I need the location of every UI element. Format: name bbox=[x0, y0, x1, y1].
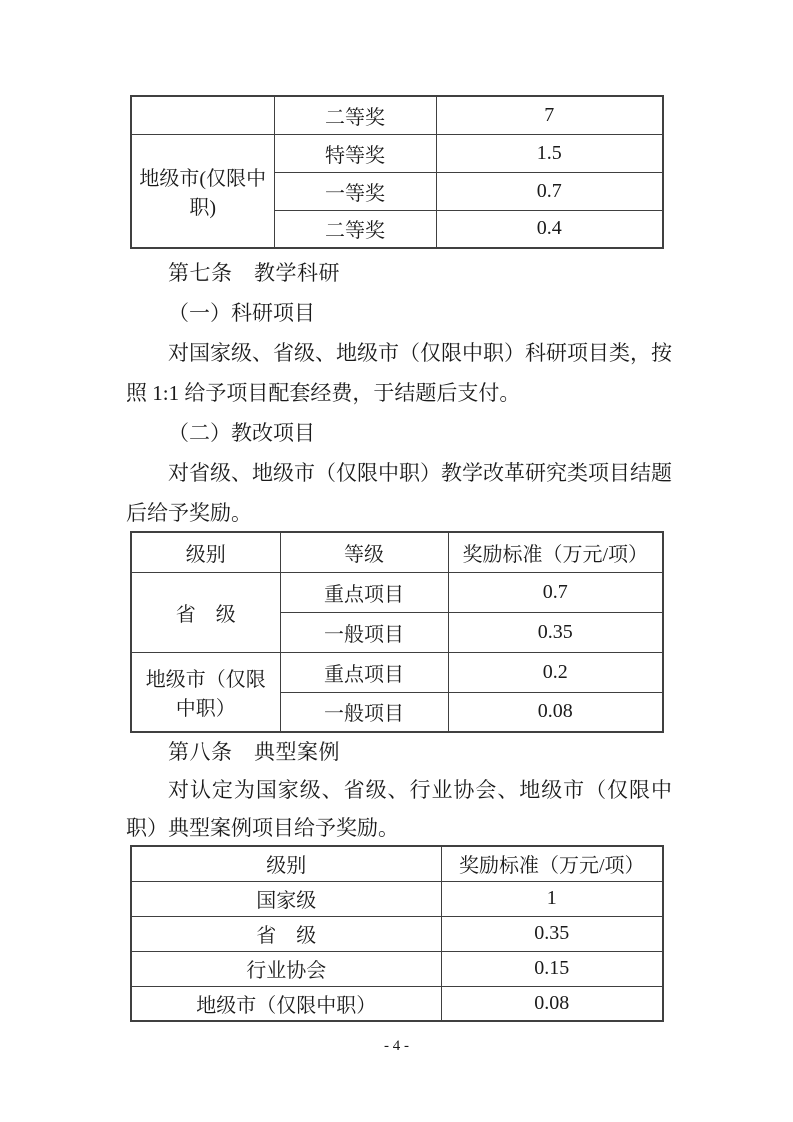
cell-grade: 二等奖 bbox=[274, 96, 436, 134]
cell-value: 1.5 bbox=[436, 134, 663, 172]
cell-grade: 重点项目 bbox=[280, 572, 448, 612]
article7-heading: 第七条 教学科研 bbox=[168, 261, 340, 285]
anli-award-table bbox=[130, 845, 664, 1022]
table-row bbox=[131, 652, 663, 692]
cell-grade: 一等奖 bbox=[274, 172, 436, 210]
header-standard: 奖励标准（万元/项） bbox=[448, 532, 663, 572]
page-number: - 4 - bbox=[384, 1038, 409, 1054]
cell-grade: 一般项目 bbox=[280, 692, 448, 732]
article7-section bbox=[126, 253, 672, 533]
cell-level: 国家级 bbox=[131, 881, 441, 916]
header-standard: 奖励标准（万元/项） bbox=[441, 846, 663, 881]
cell-grade: 特等奖 bbox=[274, 134, 436, 172]
article7-sub2-heading: （二）教改项目 bbox=[168, 421, 315, 445]
table-row bbox=[131, 916, 663, 951]
cell-value: 0.2 bbox=[448, 652, 663, 692]
cell-grade: 重点项目 bbox=[280, 652, 448, 692]
cell-value: 0.35 bbox=[441, 916, 663, 951]
table-header-row bbox=[131, 532, 663, 572]
cell-value: 0.08 bbox=[448, 692, 663, 732]
table-row bbox=[131, 96, 663, 134]
article8-section bbox=[126, 733, 672, 847]
cell-level-group: 地级市(仅限中职) bbox=[131, 134, 274, 248]
cell-level-group: 地级市（仅限中职） bbox=[131, 652, 280, 732]
cell-level-empty bbox=[131, 96, 274, 134]
cell-value: 0.4 bbox=[436, 210, 663, 248]
table-row bbox=[131, 951, 663, 986]
cell-value: 0.7 bbox=[448, 572, 663, 612]
table-row bbox=[131, 572, 663, 612]
table-header-row bbox=[131, 846, 663, 881]
cell-value: 0.15 bbox=[441, 951, 663, 986]
header-level: 级别 bbox=[131, 532, 280, 572]
award-table-continuation bbox=[130, 95, 664, 249]
cell-level: 行业协会 bbox=[131, 951, 441, 986]
cell-grade: 二等奖 bbox=[274, 210, 436, 248]
table-row bbox=[131, 134, 663, 172]
article7-sub2-body: 对省级、地级市（仅限中职）教学改革研究类项目结题后给予奖励。 bbox=[126, 461, 672, 525]
cell-value: 0.35 bbox=[448, 612, 663, 652]
cell-grade: 一般项目 bbox=[280, 612, 448, 652]
header-grade: 等级 bbox=[280, 532, 448, 572]
table-row bbox=[131, 881, 663, 916]
cell-value: 0.7 bbox=[436, 172, 663, 210]
article8-heading: 第八条 典型案例 bbox=[168, 740, 340, 764]
cell-value: 7 bbox=[436, 96, 663, 134]
cell-value: 0.08 bbox=[441, 986, 663, 1021]
table-row bbox=[131, 986, 663, 1021]
jiaogai-award-table bbox=[130, 531, 664, 733]
article8-body: 对认定为国家级、省级、行业协会、地级市（仅限中职）典型案例项目给予奖励。 bbox=[126, 778, 672, 840]
cell-level: 省 级 bbox=[131, 916, 441, 951]
cell-level-group: 省 级 bbox=[131, 572, 280, 652]
header-level: 级别 bbox=[131, 846, 441, 881]
cell-value: 1 bbox=[441, 881, 663, 916]
cell-level: 地级市（仅限中职） bbox=[131, 986, 441, 1021]
article7-sub1-heading: （一）科研项目 bbox=[168, 301, 315, 325]
article7-sub1-body: 对国家级、省级、地级市（仅限中职）科研项目类，按照 1:1 给予项目配套经费，于结题后支付。 bbox=[126, 341, 672, 405]
